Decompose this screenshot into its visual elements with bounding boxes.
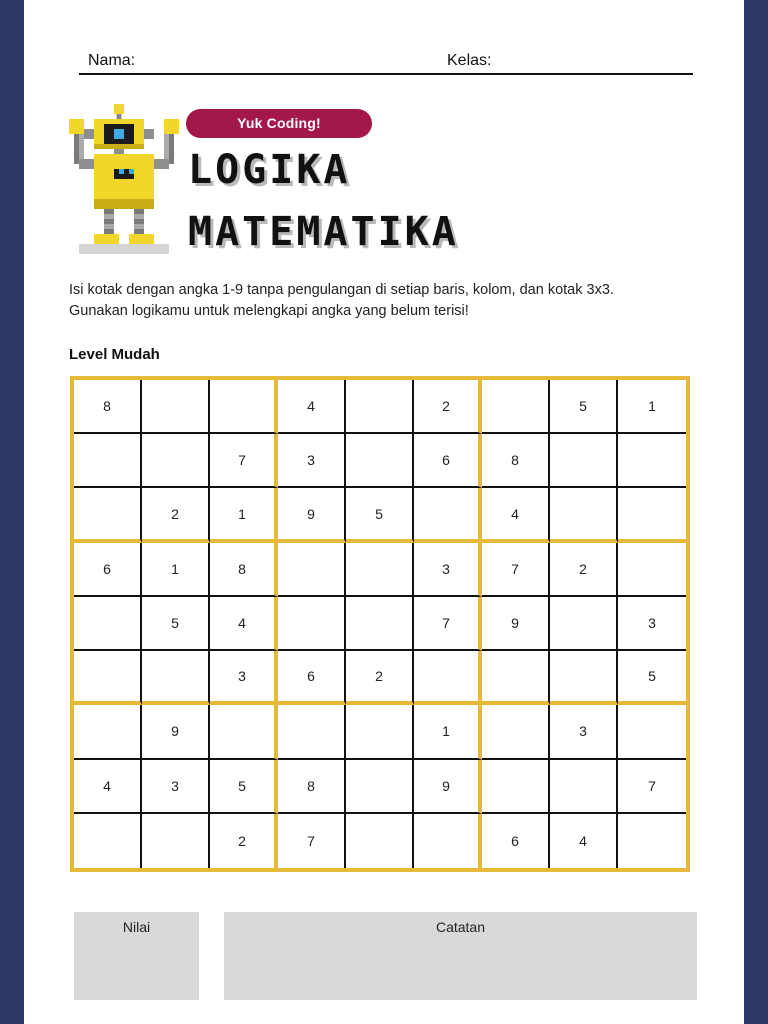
sudoku-cell[interactable] — [210, 380, 278, 434]
nama-label: Nama: — [88, 52, 136, 69]
sudoku-cell: 2 — [210, 814, 278, 868]
instructions-line-1: Isi kotak dengan angka 1-9 tanpa pengulangan di setiap baris, kolom, dan kotak 3x3. — [69, 282, 614, 298]
sudoku-cell[interactable] — [142, 380, 210, 434]
sudoku-cell: 6 — [278, 651, 346, 705]
sudoku-cell: 5 — [210, 760, 278, 814]
sudoku-cell[interactable] — [74, 488, 142, 542]
sudoku-cell: 3 — [618, 597, 686, 651]
sudoku-cell: 4 — [550, 814, 618, 868]
sudoku-cell: 2 — [550, 543, 618, 597]
catatan-box[interactable] — [224, 912, 697, 1000]
sudoku-cell[interactable] — [346, 434, 414, 488]
sudoku-cell: 3 — [414, 543, 482, 597]
sudoku-cell[interactable] — [482, 380, 550, 434]
sudoku-cell: 4 — [482, 488, 550, 542]
sudoku-cell: 6 — [482, 814, 550, 868]
sudoku-cell[interactable] — [618, 434, 686, 488]
sudoku-cell: 3 — [550, 705, 618, 759]
title-line-1: LOGIKA — [188, 147, 351, 193]
sudoku-cell: 7 — [618, 760, 686, 814]
sudoku-cell[interactable] — [618, 705, 686, 759]
sudoku-cell[interactable] — [74, 597, 142, 651]
sudoku-cell[interactable] — [210, 705, 278, 759]
title-line-2: MATEMATIKA — [188, 209, 459, 255]
sudoku-cell[interactable] — [550, 488, 618, 542]
sudoku-cell: 5 — [142, 597, 210, 651]
sudoku-cell[interactable] — [142, 814, 210, 868]
sudoku-cell[interactable] — [346, 597, 414, 651]
sudoku-cell[interactable] — [414, 814, 482, 868]
instructions — [69, 280, 709, 322]
sudoku-cell[interactable] — [346, 814, 414, 868]
sudoku-cell[interactable] — [414, 488, 482, 542]
sudoku-cell[interactable] — [482, 705, 550, 759]
sudoku-cell: 9 — [278, 488, 346, 542]
sudoku-cell[interactable] — [74, 651, 142, 705]
sudoku-cell: 7 — [482, 543, 550, 597]
sudoku-cell: 5 — [550, 380, 618, 434]
sudoku-cell[interactable] — [74, 705, 142, 759]
instructions-line-2: Gunakan logikamu untuk melengkapi angka yang belum terisi! — [69, 303, 469, 319]
name-class-line — [79, 50, 693, 75]
worksheet-page — [24, 0, 744, 1024]
sudoku-cell: 8 — [482, 434, 550, 488]
sudoku-cell[interactable] — [346, 705, 414, 759]
sudoku-cell: 9 — [482, 597, 550, 651]
sudoku-cell: 1 — [414, 705, 482, 759]
sudoku-cell[interactable] — [346, 380, 414, 434]
sudoku-cell: 3 — [210, 651, 278, 705]
sudoku-cell: 8 — [74, 380, 142, 434]
level-label: Level Mudah — [69, 346, 160, 363]
sudoku-cell[interactable] — [346, 760, 414, 814]
sudoku-cell[interactable] — [346, 543, 414, 597]
sudoku-cell: 9 — [142, 705, 210, 759]
sudoku-cell: 4 — [210, 597, 278, 651]
sudoku-cell: 5 — [346, 488, 414, 542]
nilai-label: Nilai — [122, 919, 151, 935]
sudoku-cell: 2 — [142, 488, 210, 542]
sudoku-cell[interactable] — [482, 760, 550, 814]
sudoku-cell[interactable] — [142, 651, 210, 705]
sudoku-cell[interactable] — [278, 597, 346, 651]
sudoku-cell: 1 — [618, 380, 686, 434]
sudoku-cell: 8 — [210, 543, 278, 597]
sudoku-cell[interactable] — [414, 651, 482, 705]
nilai-box[interactable] — [74, 912, 199, 1000]
sudoku-cell[interactable] — [618, 543, 686, 597]
sudoku-cell: 2 — [346, 651, 414, 705]
sudoku-cell[interactable] — [550, 597, 618, 651]
sudoku-cell: 6 — [74, 543, 142, 597]
sudoku-cell[interactable] — [74, 434, 142, 488]
sudoku-cell: 7 — [278, 814, 346, 868]
sudoku-cell: 3 — [278, 434, 346, 488]
sudoku-cell[interactable] — [74, 814, 142, 868]
sudoku-cell: 8 — [278, 760, 346, 814]
sudoku-cell: 7 — [414, 597, 482, 651]
sudoku-cell[interactable] — [618, 814, 686, 868]
sudoku-cell: 5 — [618, 651, 686, 705]
sudoku-cell: 2 — [414, 380, 482, 434]
sudoku-grid — [70, 376, 690, 872]
sudoku-cell: 4 — [278, 380, 346, 434]
sudoku-cell[interactable] — [142, 434, 210, 488]
sudoku-cell[interactable] — [550, 651, 618, 705]
catatan-label: Catatan — [435, 919, 486, 935]
sudoku-cell[interactable] — [550, 434, 618, 488]
yuk-coding-badge: Yuk Coding! — [186, 109, 372, 138]
sudoku-cell[interactable] — [278, 705, 346, 759]
sudoku-cell: 4 — [74, 760, 142, 814]
robot-icon — [69, 104, 179, 254]
sudoku-cell: 9 — [414, 760, 482, 814]
sudoku-cell: 1 — [142, 543, 210, 597]
sudoku-cell: 1 — [210, 488, 278, 542]
sudoku-cell: 3 — [142, 760, 210, 814]
sudoku-cell[interactable] — [550, 760, 618, 814]
sudoku-cell[interactable] — [618, 488, 686, 542]
sudoku-cell: 7 — [210, 434, 278, 488]
kelas-label: Kelas: — [447, 52, 492, 69]
sudoku-cell[interactable] — [278, 543, 346, 597]
sudoku-cell: 6 — [414, 434, 482, 488]
sudoku-cell[interactable] — [482, 651, 550, 705]
